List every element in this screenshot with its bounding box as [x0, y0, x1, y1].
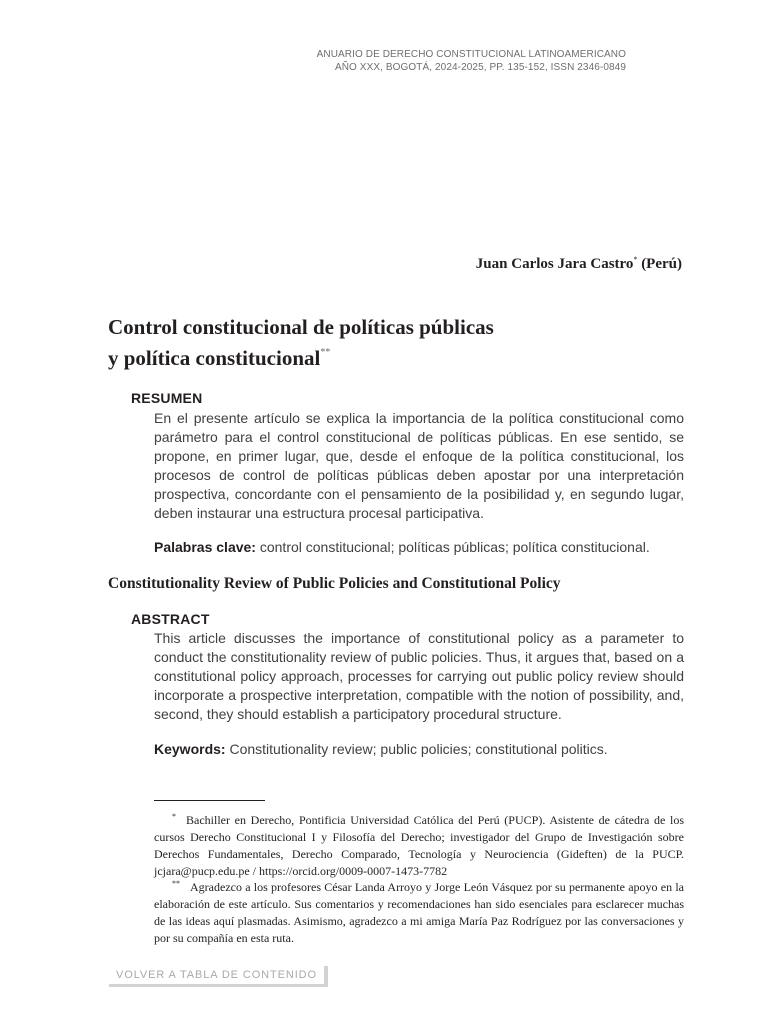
title-footnote-mark[interactable]: **	[320, 347, 331, 358]
title-line-1: Control constitucional de políticas públicas	[108, 315, 494, 339]
author-line	[476, 255, 682, 273]
abstract-heading: ABSTRACT	[131, 611, 210, 627]
back-to-contents-button[interactable]: VOLVER A TABLA DE CONTENIDO	[109, 966, 328, 987]
footnote-2	[154, 875, 684, 947]
footnote-2-text: Agradezco a los profesores César Landa Arroyo y Jorge León Vásquez por su permanente apoyo en la elaboración de este artículo. Sus comentarios y recomendaciones han sido esenciales para esclarecer muchas de las ideas aquí plasmadas. Asimismo, agradezco a mi amiga María Paz Rodríguez por las conversaciones y por su compañía en esta ruta.	[154, 880, 684, 945]
journal-name: ANUARIO DE DERECHO CONSTITUCIONAL LATINOAMERICANO	[316, 49, 626, 60]
title-line-2: y política constitucional	[108, 346, 321, 370]
keywords-en: Constitutionality review; public policies; constitutional politics.	[229, 741, 608, 757]
abstract-keywords	[154, 740, 684, 759]
abstract-text: This article discusses the importance of constitutional policy as a parameter to conduct the constitutionality review of public policies. Thus, it argues that, based on a constitutional policy approach, processes for carrying out public policy review should incorporate a prospective interpretation, compatible with the notion of possibility, and, second, they should establish a participatory procedural structure.	[154, 630, 684, 722]
footnote-1	[154, 808, 684, 880]
author-email-link[interactable]: jcjara@pucp.edu.pe	[154, 864, 250, 878]
author-country: (Perú)	[641, 256, 682, 272]
author-footnote-mark[interactable]: *	[633, 255, 638, 264]
resumen-heading: RESUMEN	[131, 390, 203, 406]
running-head	[317, 48, 626, 74]
footnote-1-mark: *	[172, 812, 176, 821]
footnote-1-text: Bachiller en Derecho, Pontificia Universidad Católica del Perú (PUCP). Asistente de cátedra de los cursos Derecho Constitucional I y Filosofía del Derecho; investigador del Grupo de Investigación sobre Derechos Fundamentales, Derecho Comparado, Tecnología y Neurociencia (Gideften) de la PUCP.	[154, 813, 684, 861]
resumen-keywords	[154, 538, 684, 557]
article-title	[108, 315, 668, 371]
keywords-es: control constitucional; políticas públicas; política constitucional.	[259, 539, 650, 555]
orcid-link[interactable]: https://orcid.org/0009-0007-1473-7782	[259, 864, 448, 878]
resumen-text: En el presente artículo se explica la importancia de la política constitucional como parámetro para el control constitucional de políticas públicas. En ese sentido, se propone, en primer lugar, que, desde el enfoque de la política constitucional, los procesos de control de políticas públicas deben apostar por una interpretación prospectiva, concordante con el pensamiento de la posibilidad y, en segundo lugar, deben instaurar una estructura procesal participativa.	[154, 410, 684, 521]
footnote-1-separator: /	[252, 864, 257, 878]
keywords-label-en: Keywords:	[154, 741, 226, 757]
footnote-2-mark: **	[172, 879, 180, 888]
issue-info: AÑO XXX, BOGOTÁ, 2024-2025, PP. 135-152, ISSN 2346-0849	[334, 62, 626, 73]
keywords-label-es: Palabras clave:	[154, 539, 256, 555]
english-title: Constitutionality Review of Public Policies and Constitutional Policy	[108, 575, 561, 592]
footnote-divider	[154, 800, 265, 801]
author-name: Juan Carlos Jara Castro	[475, 256, 634, 272]
